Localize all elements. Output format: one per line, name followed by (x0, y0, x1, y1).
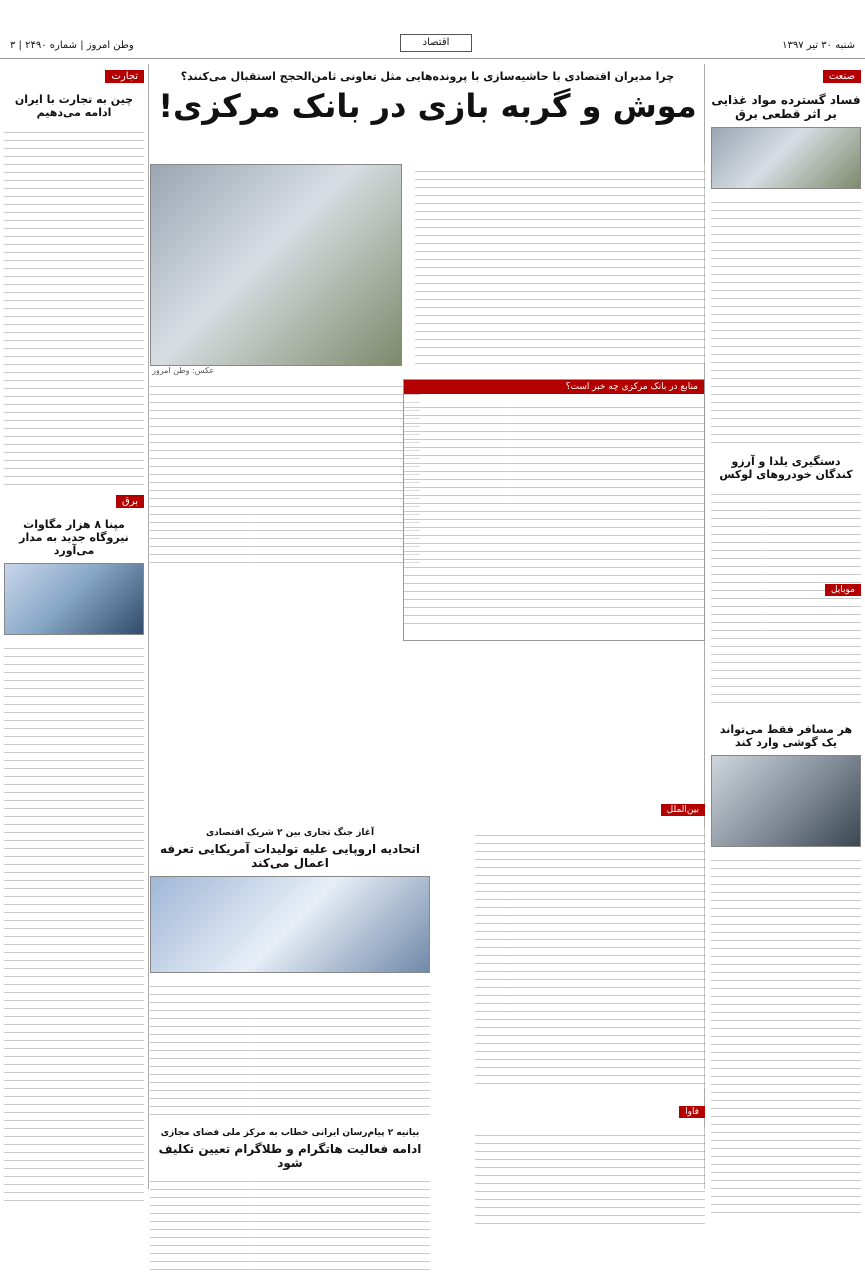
sub-story-box (403, 379, 705, 641)
masthead-left: وطن امروز | شماره ۲۴۹۰ | ۳ (10, 40, 134, 51)
main-story-text-top (415, 164, 705, 364)
left-story2-photo (4, 563, 144, 635)
intl-kicker: آغاز جنگ تجاری بین ۲ شریک اقتصادی (205, 828, 375, 838)
page-number: ۳ (10, 40, 16, 51)
masthead (0, 0, 865, 59)
left-story1-text (4, 125, 144, 485)
left-story2-text (4, 641, 144, 1201)
left-story2-title: مپنا ۸ هزار مگاوات نیروگاه جدید به مدار می‌آورد (19, 518, 129, 557)
intl-left-text (475, 828, 705, 1088)
fava-right-text (475, 1128, 705, 1228)
section-tag-mobile: موبایل (825, 584, 861, 596)
fava-kicker: بیانیه ۲ پیام‌رسان ایرانی خطاب به مرکز ملی فضای مجازی (160, 1128, 420, 1138)
left-story1-title: چین به تجارت با ایران ادامه می‌دهیم (14, 93, 134, 119)
right-story3-text (711, 853, 861, 1213)
issue-number: شماره ۲۴۹۰ (25, 40, 78, 51)
main-kicker: چرا مدیران اقتصادی با حاشیه‌سازی با پرونده‌هایی مثل تعاونی ثامن‌الحجج استقبال می‌کنند؟ (180, 70, 675, 83)
main-photo (150, 164, 402, 366)
issue-date: شنبه ۳۰ تیر ۱۳۹۷ (782, 40, 855, 51)
right-story2-title: دستگیری یلدا و آرزو کندگان خودروهای لوکس (719, 455, 853, 481)
intl-photo (150, 876, 430, 973)
right-story1-title: فساد گسترده مواد غذایی بر اثر قطعی برق (711, 93, 861, 121)
right-story1-photo (711, 127, 861, 189)
intl-story (150, 828, 430, 1119)
divider-left (148, 64, 149, 1189)
center-column (150, 64, 705, 1189)
left-column (4, 64, 144, 1189)
main-headline: موش و گربه بازی در بانک مرکزی! (158, 87, 697, 125)
main-photo-caption: عکس: وطن امروز (152, 366, 215, 375)
right-story3-title: هر مسافر فقط می‌تواند یک گوشی وارد کند (719, 723, 853, 749)
intl-title: اتحادیه اروپایی علیه تولیدات آمریکایی تعرفه اعمال می‌کند (159, 842, 421, 870)
paper-name: وطن امروز (86, 40, 134, 51)
section-tag-left-bottom: برق (116, 495, 144, 508)
section-tag-fava: فاوا (679, 1106, 705, 1118)
sub-story-title: منابع در بانک مرکزی چه خبر است؟ (404, 380, 704, 394)
right-story2-text (711, 487, 861, 707)
section-tag-intl: بین‌الملل (661, 804, 705, 816)
masthead-logo: اقتصاد (400, 34, 472, 52)
right-story3-photo (711, 755, 861, 847)
section-tag-left: تجارت (105, 70, 144, 83)
fava-title: ادامه فعالیت هاتگرام و طلاگرام تعیین تکلیف شود (158, 1142, 422, 1170)
main-story-text-left (150, 379, 420, 564)
masthead-right (782, 40, 855, 51)
right-story1-text (711, 195, 861, 445)
fava-story (150, 1128, 430, 1274)
section-tag-right: صنعت (823, 70, 861, 83)
right-column (711, 64, 861, 1189)
